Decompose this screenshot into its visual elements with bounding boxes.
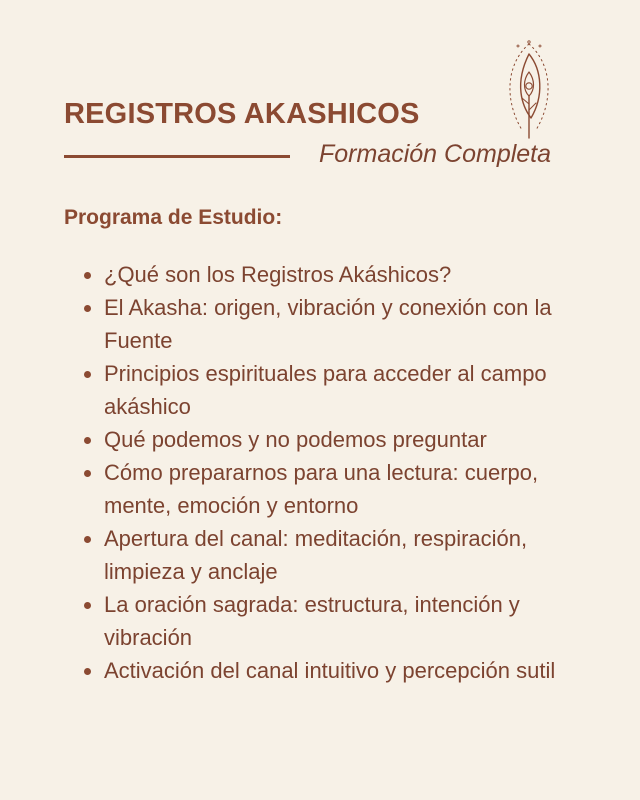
bullet-icon xyxy=(84,272,91,279)
bullet-icon xyxy=(84,470,91,477)
bullet-icon xyxy=(84,305,91,312)
list-item-text: ¿Qué son los Registros Akáshicos? xyxy=(104,262,452,287)
list-item-text: El Akasha: origen, vibración y conexión con la Fuente xyxy=(104,295,552,353)
list-item-text: Cómo prepararnos para una lectura: cuerpo, mente, emoción y entorno xyxy=(104,460,539,518)
list-item xyxy=(78,357,578,423)
bullet-icon xyxy=(84,668,91,675)
bullet-icon xyxy=(84,602,91,609)
list-item xyxy=(78,588,578,654)
bullet-icon xyxy=(84,371,91,378)
bullet-icon xyxy=(84,536,91,543)
section-heading: Programa de Estudio: xyxy=(64,206,283,229)
list-item xyxy=(78,522,578,588)
list-item-text: Apertura del canal: meditación, respiración, limpieza y anclaje xyxy=(104,526,528,584)
list-item-text: Principios espirituales para acceder al campo akáshico xyxy=(104,361,547,419)
list-item xyxy=(78,654,578,687)
list-item-text: Qué podemos y no podemos preguntar xyxy=(104,427,487,452)
list-item xyxy=(78,291,578,357)
list-item-text: La oración sagrada: estructura, intención y vibración xyxy=(104,592,520,650)
list-item-text: Activación del canal intuitivo y percepción sutil xyxy=(104,658,556,683)
list-item xyxy=(78,456,578,522)
list-item xyxy=(78,423,578,456)
page-title: REGISTROS AKASHICOS xyxy=(64,98,420,130)
bullet-icon xyxy=(84,437,91,444)
topic-list xyxy=(78,258,578,687)
list-item xyxy=(78,258,578,291)
title-underline xyxy=(64,155,290,158)
page-subtitle: Formación Completa xyxy=(319,140,552,168)
feather-icon xyxy=(500,38,558,142)
